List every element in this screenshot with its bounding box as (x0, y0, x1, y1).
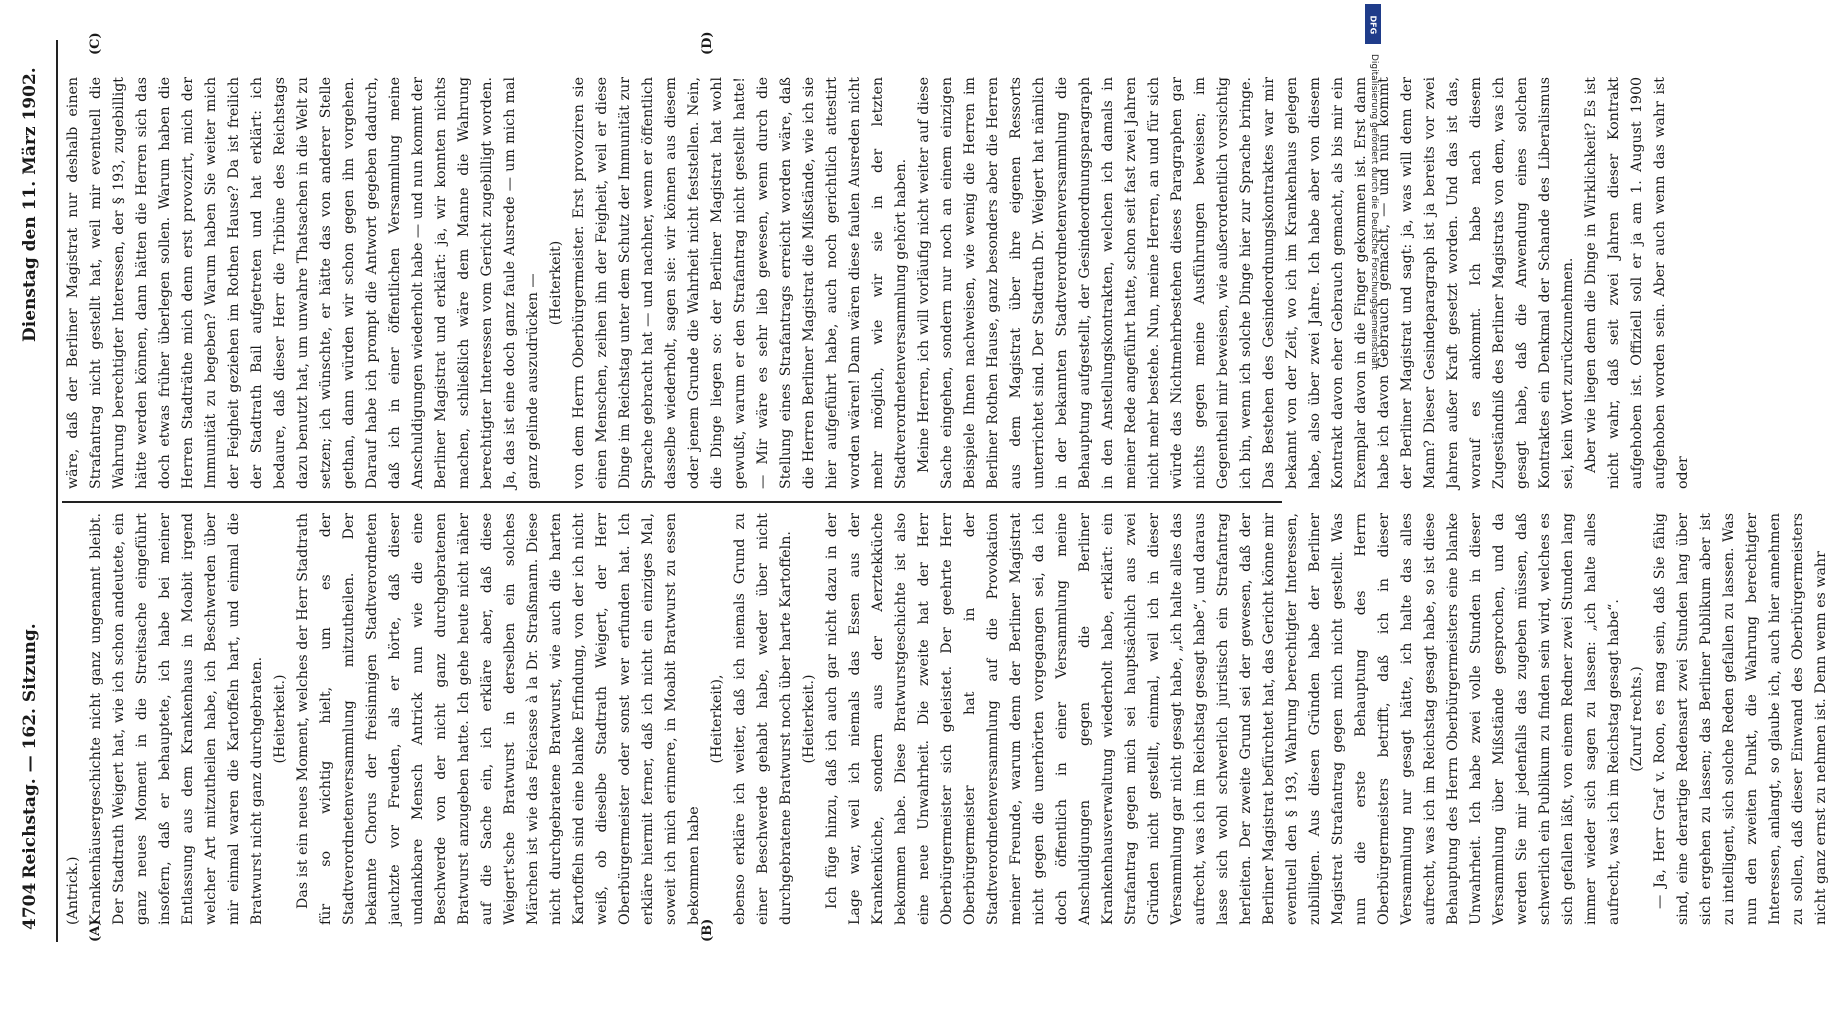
margin-marker-b: (B) (700, 918, 715, 942)
left-column (62, 513, 1829, 925)
paragraph: von dem Herrn Oberbürgermeister. Erst provoziren sie einen Menschen, zeihen ihn der Feigheit, weil er diese Dinge im Reichstag unter dem Schutz der Immunität zur Sprache gebracht hat — und nachher, wenn er öffentlich dasselbe wiederholt, sagen sie: wir können aus diesem oder jenem Grunde die Wahrheit nicht feststellen. Nein, die Dinge liegen so: der Berliner Magistrat hat wohl gewußt, warum er den Strafantrag nicht gestellt hatte! — Mir wäre es sehr lieb gewesen, wenn durch die Stellung eines Strafantrags erreicht worden wäre, daß die Herren Berliner Magistrat die Mißstände, wie ich sie hier aufgeführt habe, auch noch gerichtlich attestirt worden wären! Dann wären diese faulen Ausreden nicht mehr möglich, wie wir sie in der letzten Stadtverordnetenversammlung gehört haben. (571, 77, 909, 489)
session-date: Dienstag den 11. März 1902. (20, 67, 40, 342)
margin-marker-d: (D) (700, 31, 715, 55)
dfg-logo-text: DFG (1368, 15, 1378, 35)
interjection: (Heiterkeit) (548, 240, 564, 326)
session-title: Reichstag. — 162. Sitzung. (20, 623, 40, 879)
paragraph: Aber wie liegen denn die Dinge in Wirklichkeit? Es ist nicht wahr, daß seit zwei Jahren dieser Kontrakt aufgehoben ist. Offiziell soll er ja am 1. August 1900 aufgehoben worden sein. Aber auch wenn das wahr ist oder (1583, 77, 1691, 489)
dfg-logo (1365, 4, 1381, 44)
paragraph: Das ist ein neues Moment, welches der Herr Stadtrath für so wichtig hielt, um es der Stadtverordnetenversammlung mitzutheilen. Der bekannte Chorus der freisinnigen Stadtverordneten jauchzte vor Freuden, als er hörte, daß dieser undankbare Mensch Antrick nun wie die eine Beschwerde von der nicht ganz durchgebratenen Bratwurst anzugeben hatte. Ich gehe heute nicht näher auf die Sache ein, ich erkläre aber, daß diese Weigert'sche Bratwurst in derselben ein solches Märchen ist wie das Feicasse à la Dr. Straßmann. Diese nicht durchgebratene Bratwurst, wie auch die harten Kartoffeln sind eine blanke Erfindung, von der ich nicht weiß, ob dieselbe Stadtrath Weigert, der Herr Oberbürgermeister oder sonst wer erfunden hat. Ich erkläre hiermit ferner, daß ich nicht ein einziges Mal, soweit ich mich erinnere, in Moabit Bratwurst zu essen bekommen habe (295, 513, 702, 925)
interjection: (Heiterkeit), (709, 674, 725, 764)
margin-marker-c: (C) (88, 32, 103, 55)
page-header (0, 40, 56, 942)
paragraph: Ich füge hinzu, daß ich auch gar nicht dazu in der Lage war, weil ich niemals das Essen aus der Krankenküche, sondern aus der Aerztekküche bekommen habe. Diese Bratwurstgeschichte ist also eine neue Unwahrheit. Die zweite hat der Herr Oberbürgermeister sich geleistet. Der geehrte Herr Oberbürgermeister hat in der Stadtverordnetenversammlung auf die Provokation meiner Freunde, warum denn der Berliner Magistrat nicht gegen die unerhörten vorgegangen sei, da ich doch öffentlich in einer Versammlung meine Anschuldigungen gegen die Berliner Krankenhausverwaltung wiederholt habe, erklärt: ein Strafantrag gegen mich sei hauptsächlich aus zwei Gründen nicht gestellt, einmal, weil ich in dieser Versammlung gar nicht gesagt habe, „ich halte alles das aufrecht, was ich im Reichstag gesagt habe“, und daraus lasse sich wohl schwerlich juristisch ein Strafantrag herleiten. Der zweite Grund sei der gewesen, daß der Berliner Magistrat befürchtet hat, das Gericht könne mir eventuell den § 193, Wahrung berechtigter Interessen, zubilligen. Aus diesen Gründen habe der Berliner Magistrat Strafantrag gegen mich nicht gestellt. Was nun die erste Behauptung des Herrn Oberbürgermeisters betrifft, daß ich in dieser Versammlung nur gesagt hätte, ich halte das alles aufrecht, was ich im Reichstag gesagt habe, so ist diese Behauptung des Herrn Oberbürgermeisters eine blanke Unwahrheit. Ich habe zwei volle Stunden in dieser Versammlung über Mißstände gesprochen, und da werden Sie mir jedenfalls das zugeben müssen, daß schwerlich ein Publikum zu finden sein wird, welches es sich gefallen läßt, von einem Redner zwei Stunden lang immer wieder sich sagen zu lassen: „ich halte alles aufrecht, was ich im Reichstag gesagt habe“. (824, 513, 1622, 925)
paragraph: — Ja, Herr Graf v. Roon, es mag sein, daß Sie fähig sind, eine derartige Redensart zwei Stunden lang über sich ergehen zu lassen; das Berliner Publikum aber ist zu intelligent, sich solche Reden gefallen zu lassen. Was nun den zweiten Punkt, die Wahrung berechtigter Interessen, anlangt, so glaube ich, auch hier annehmen zu sollen, daß dieser Einwand des Oberbürgermeisters nicht ganz ernst zu nehmen ist. Denn wenn es wahr (1652, 513, 1829, 925)
paragraph: ebenso erkläre ich weiter, daß ich niemals Grund zu einer Beschwerde gehabt habe, weder über nicht durchgebratene Bratwurst noch über harte Kartoffeln. (732, 513, 794, 925)
column-divider (62, 501, 1282, 503)
paragraph: Meine Herren, ich will vorläufig nicht weiter auf diese Sache eingehen, sondern nur noch an einem einzigen Beispiele Ihnen nachweisen, wie wenig die Herren im Berliner Rothen Hause, ganz besonders aber die Herren aus dem Magistrat über ihre eigenen Ressorts unterrichtet sind. Der Stadtrath Dr. Weigert hat nämlich in der bekannten Stadtverordnetenversammlung die Behauptung aufgestellt, der Gesindeordnungsparagraph in den Anstellungskontrakten, welchen ich damals in meiner Rede angeführt hatte, schon seit fast zwei Jahren nicht mehr bestehe. Nun, meine Herren, an und für sich würde das Nichtmehrbestehen dieses Paragraphen gar nichts gegen meine Ausführungen beweisen; im Gegentheil mir beweisen, wie außerordentlich vorsichtig ich bin, wenn ich solche Dinge hier zur Sprache bringe. Das Bestehen des Gesindeordnungskontraktes war mir bekannt von der Zeit, wo ich im Krankenhaus gelegen habe, also über zwei Jahre. Ich habe aber von diesem Kontrakt davon eher Gebrauch gemacht, als bis mir ein Exemplar davon in die Finger gekommen ist. Erst dann habe ich davon Gebrauch gemacht, — und nun kommt der Berliner Magistrat und sagt: ja, was will denn der Mann? Dieser Gesindeparagraph ist ja bereits vor zwei Jahren außer Kraft gesetzt worden. Und das ist das, worauf es ankommt. Ich habe nach diesem Zugeständniß des Berliner Magistrats von dem, was ich gesagt habe, daß die Anwendung eines solchen Kontraktes ein Denkmal der Schande des Liberalismus sei, kein Wort zurückzunehmen. (916, 77, 1576, 489)
paragraph: Krankenhäusergeschichte nicht ganz ungenannt bleibt. Der Stadtrath Weigert hat, wie ich schon andeutete, ein ganz neues Moment in die Streitsache eingeführt insofern, daß er behauptete, ich habe bei meiner Entlassung aus dem Krankenhaus in Moabit irgend welcher Art mitzutheilen habe, ich Beschwerden über mir einmal waren die Kartoffeln hart, und einmal die Bratwurst nicht ganz durchgebraten. (88, 513, 265, 925)
page-number: 4704 (20, 882, 40, 930)
interjection: (Heiterkeit.) (272, 674, 288, 764)
interjection: (Heiterkeit.) (801, 674, 817, 764)
digitization-text: Digitalisierung gefördert durch die Deutsche Forschungsgemeinschaft (1369, 54, 1379, 370)
paragraph: wäre, daß der Berliner Magistrat nur deshalb einen Strafantrag nicht gestellt hat, weil mir eventuell die Wahrung berechtigter Interessen, der § 193, zugebilligt hätte werden können, dann hätten die Herren sich das doch etwas früher überlegen sollen. Warum haben die Herren Stadträthe mich denn erst provozirt, mich der Immunität zu begeben? Warum haben Sie weiter mich der Feigheit geziehen im Rothen Hause? Da ist freilich der Stadtrath Bail aufgetreten und hat erklärt: ich bedaure, daß dieser Herr die Tribüne des Reichstags dazu benutzt hat, um unwahre Thatsachen in die Welt zu setzen; ich wünschte, er hätte das von anderer Stelle gethan, dann würden wir schon gegen ihn vorgehen. Darauf habe ich prompt die Antwort gegeben dadurch, daß ich in einer öffentlichen Versammlung meine Anschuldigungen wiederholt habe — und nun kommt der Berliner Magistrat und erklärt: ja, wir konnten nichts machen, schließlich wäre dem Manne die Wahrung berechtigter Interessen vom Gericht zugebilligt worden. Ja, das ist eine doch ganz faule Ausrede — um mich mal ganz gelinde auszudrücken — (65, 77, 541, 489)
header-rule (56, 40, 58, 942)
interjection: (Zuruf rechts.) (1629, 666, 1645, 772)
margin-marker-a: (A) (88, 919, 103, 942)
digitization-notice (1365, 8, 1379, 988)
speaker-tag: (Antrick.) (65, 856, 81, 925)
